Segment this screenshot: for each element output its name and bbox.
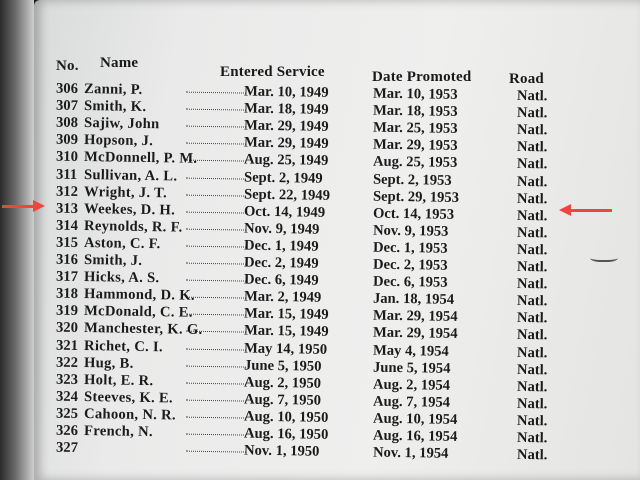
- row-name: Sajiw, John: [83, 115, 160, 133]
- row-entered-service: June 5, 1950: [243, 357, 322, 375]
- row-date-promoted: Aug. 7, 1954: [372, 393, 451, 411]
- row-road: Natl.: [516, 361, 548, 378]
- row-number: 317: [55, 268, 79, 286]
- row-number: 307: [55, 97, 79, 115]
- row-number: 306: [55, 80, 79, 97]
- row-date-promoted: Aug. 10, 1954: [372, 410, 458, 428]
- row-road: Natl.: [516, 207, 548, 225]
- row-number: 327: [55, 439, 79, 457]
- leader-dots: [186, 434, 246, 436]
- row-name: Hammond, D. K.: [83, 286, 195, 304]
- row-number: 322: [55, 354, 79, 371]
- row-date-promoted: Mar. 25, 1953: [372, 119, 458, 138]
- row-date-promoted: Sept. 2, 1953: [372, 171, 452, 189]
- row-number: 312: [55, 183, 79, 200]
- row-date-promoted: Mar. 29, 1954: [372, 324, 458, 343]
- row-road: Natl.: [516, 190, 548, 207]
- row-number: 314: [55, 217, 79, 234]
- row-date-promoted: Jan. 18, 1954: [372, 290, 455, 309]
- row-name: McDonnell, P. M.: [83, 149, 198, 168]
- row-entered-service: Aug. 2, 1950: [243, 374, 322, 392]
- leader-dots: [186, 314, 246, 316]
- row-name: Cahoon, N. R.: [83, 405, 177, 424]
- row-name: French, N.: [83, 423, 153, 441]
- row-entered-service: Mar. 10, 1949: [243, 83, 329, 101]
- leader-dots: [186, 417, 246, 419]
- row-number: 320: [55, 319, 79, 337]
- row-name: Hopson, J.: [83, 132, 154, 150]
- row-road: Natl.: [516, 156, 548, 173]
- row-road: Natl.: [516, 275, 548, 293]
- row-number: 318: [55, 285, 79, 303]
- row-date-promoted: Mar. 29, 1953: [372, 136, 458, 155]
- row-name: Aston, C. F.: [83, 234, 161, 253]
- leader-dots: [186, 109, 246, 111]
- leader-dots: [186, 280, 246, 282]
- row-road: Natl.: [516, 87, 548, 105]
- row-name: Richet, C. I.: [83, 337, 164, 355]
- leader-dots: [186, 92, 246, 94]
- leader-dots: [186, 348, 246, 350]
- leader-dots: [186, 263, 246, 265]
- row-name: Wright, J. T.: [83, 183, 168, 201]
- row-name: Smith, J.: [83, 252, 143, 269]
- right-arrow-annotation: [570, 209, 612, 212]
- header-date-promoted: Date Promoted: [372, 69, 472, 85]
- row-road: Natl.: [516, 241, 548, 259]
- row-date-promoted: Dec. 2, 1953: [372, 256, 448, 274]
- row-date-promoted: Mar. 29, 1954: [372, 307, 458, 326]
- row-road: Natl.: [516, 173, 548, 190]
- leader-dots: [186, 211, 246, 213]
- row-road: Natl.: [516, 412, 548, 430]
- row-number: 316: [55, 251, 79, 268]
- row-number: 308: [55, 114, 79, 132]
- leader-dots: [186, 365, 246, 367]
- row-date-promoted: Nov. 1, 1954: [372, 444, 449, 462]
- row-entered-service: Oct. 14, 1949: [243, 203, 326, 221]
- header-name: Name: [100, 55, 139, 71]
- header-no: No.: [56, 58, 79, 74]
- row-entered-service: Mar. 29, 1949: [243, 117, 329, 136]
- row-entered-service: Dec. 6, 1949: [243, 271, 319, 289]
- leader-dots: [186, 451, 246, 453]
- row-name: Reynolds, R. F.: [83, 217, 183, 236]
- row-number: 324: [55, 388, 79, 405]
- row-number: 309: [55, 131, 79, 149]
- row-name: McDonald, C. E.: [83, 303, 193, 322]
- row-road: Natl.: [516, 327, 548, 344]
- row-entered-service: Nov. 9, 1949: [243, 220, 320, 238]
- leader-dots: [186, 126, 246, 128]
- left-arrow-annotation: [2, 205, 34, 208]
- row-name: Hug, B.: [83, 354, 134, 372]
- row-entered-service: Mar. 18, 1949: [243, 100, 329, 118]
- row-name: Weekes, D. H.: [83, 200, 176, 219]
- row-date-promoted: June 5, 1954: [372, 359, 451, 377]
- row-road: Natl.: [516, 395, 548, 413]
- row-entered-service: Aug. 16, 1950: [243, 425, 329, 443]
- row-date-promoted: Aug. 16, 1954: [372, 427, 458, 445]
- row-date-promoted: Aug. 25, 1953: [372, 153, 458, 172]
- header-road: Road: [509, 71, 544, 87]
- header-entered-service: Entered Service: [220, 64, 325, 80]
- row-entered-service: Aug. 7, 1950: [243, 391, 322, 409]
- row-road: Natl.: [516, 378, 548, 396]
- row-name: Steeves, K. E.: [83, 388, 174, 407]
- row-name: Sullivan, A. L.: [83, 166, 178, 185]
- row-name: Manchester, K. G.: [83, 320, 203, 339]
- row-entered-service: Sept. 22, 1949: [243, 186, 331, 204]
- row-number: 310: [55, 148, 79, 166]
- leader-dots: [186, 228, 246, 230]
- row-name: Hicks, A. S.: [83, 269, 160, 287]
- row-date-promoted: Nov. 9, 1953: [372, 222, 449, 240]
- row-number: 319: [55, 302, 79, 320]
- row-road: Natl.: [516, 224, 548, 242]
- row-entered-service: Nov. 1, 1950: [243, 442, 320, 460]
- row-number: 323: [55, 371, 79, 388]
- row-date-promoted: Sept. 29, 1953: [372, 188, 460, 206]
- leader-dots: [186, 194, 246, 196]
- pencil-mark: [590, 252, 618, 262]
- row-name: Smith, K.: [83, 98, 147, 116]
- leader-dots: [186, 382, 246, 384]
- row-entered-service: Mar. 29, 1949: [243, 134, 329, 153]
- leader-dots: [186, 399, 246, 401]
- row-road: Natl.: [516, 429, 548, 447]
- row-date-promoted: Dec. 1, 1953: [372, 239, 448, 257]
- row-road: Natl.: [516, 293, 548, 310]
- row-road: Natl.: [516, 310, 548, 327]
- row-entered-service: Dec. 2, 1949: [243, 254, 319, 272]
- row-road: Natl.: [516, 344, 548, 361]
- row-name: Zanni, P.: [83, 81, 143, 98]
- row-road: Natl.: [516, 104, 548, 122]
- row-entered-service: Mar. 15, 1949: [243, 322, 329, 341]
- row-date-promoted: Aug. 2, 1954: [372, 376, 451, 394]
- row-entered-service: Aug. 25, 1949: [243, 151, 329, 170]
- leader-dots: [186, 177, 246, 179]
- row-date-promoted: Mar. 18, 1953: [372, 102, 458, 121]
- row-entered-service: Mar. 2, 1949: [243, 288, 322, 306]
- book-binding: [0, 0, 34, 480]
- row-road: Natl.: [516, 258, 548, 276]
- row-road: Natl.: [516, 446, 548, 464]
- row-entered-service: May 14, 1950: [243, 340, 328, 358]
- row-date-promoted: Oct. 14, 1953: [372, 205, 455, 223]
- row-date-promoted: Mar. 10, 1953: [372, 85, 458, 103]
- row-date-promoted: May 4, 1954: [372, 342, 449, 360]
- row-date-promoted: Dec. 6, 1953: [372, 273, 448, 291]
- row-number: 321: [55, 337, 79, 354]
- row-number: 315: [55, 234, 79, 251]
- row-entered-service: Mar. 15, 1949: [243, 305, 329, 324]
- row-number: 326: [55, 422, 79, 439]
- row-name: Holt, E. R.: [83, 371, 154, 389]
- row-entered-service: Sept. 2, 1949: [243, 169, 323, 187]
- row-number: 325: [55, 405, 79, 422]
- row-road: Natl.: [516, 122, 548, 139]
- row-number: 313: [55, 200, 79, 217]
- row-number: 311: [55, 166, 78, 183]
- row-entered-service: Dec. 1, 1949: [243, 237, 319, 255]
- leader-dots: [186, 246, 246, 248]
- row-road: Natl.: [516, 139, 548, 156]
- leader-dots: [186, 143, 246, 145]
- leader-dots: [186, 297, 246, 299]
- row-entered-service: Aug. 10, 1950: [243, 408, 329, 426]
